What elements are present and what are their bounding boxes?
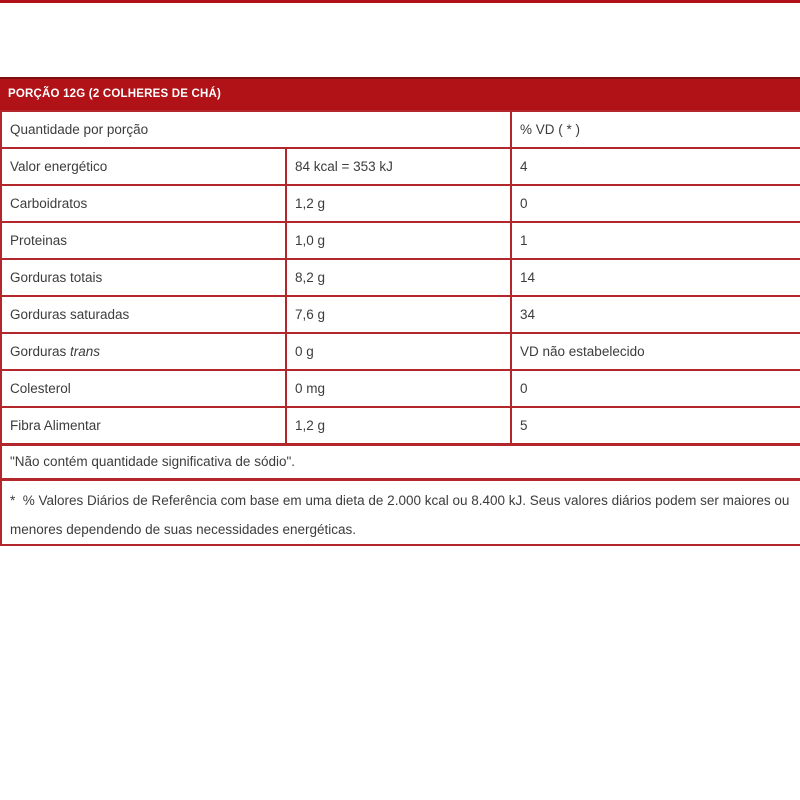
serving-size-label: PORÇÃO 12G (2 COLHERES DE CHÁ) (8, 88, 222, 100)
sodium-note: "Não contém quantidade significativa de sódio". (1, 444, 800, 479)
cell-nutrient: Gorduras totais (1, 259, 286, 296)
cell-amount: 7,6 g (286, 296, 511, 333)
cell-nutrient: Fibra Alimentar (1, 407, 286, 444)
nutrition-facts-table (0, 110, 800, 546)
serving-size-header-bar (0, 77, 800, 110)
cell-nutrient: Proteinas (1, 222, 286, 259)
table-row-saturated-fat (1, 296, 800, 333)
table-row-trans-fat (1, 333, 800, 370)
cell-amount: 0 mg (286, 370, 511, 407)
table-row-cholesterol (1, 370, 800, 407)
cell-daily-value: 34 (511, 296, 800, 333)
trans-fat-label-italic: trans (70, 344, 101, 359)
cell-amount: 0 g (286, 333, 511, 370)
sodium-note-row (1, 444, 800, 479)
cell-daily-value: 0 (511, 185, 800, 222)
cell-daily-value: 4 (511, 148, 800, 185)
trans-fat-label-prefix: Gorduras (10, 344, 71, 359)
cell-nutrient: Colesterol (1, 370, 286, 407)
cell-amount: 1,0 g (286, 222, 511, 259)
cell-daily-value: 5 (511, 407, 800, 444)
table-header-row (1, 111, 800, 148)
cell-daily-value: VD não estabelecido (511, 333, 800, 370)
table-row-carbs (1, 185, 800, 222)
table-row-fiber (1, 407, 800, 444)
cell-daily-value: 0 (511, 370, 800, 407)
cell-nutrient: Carboidratos (1, 185, 286, 222)
cell-amount: 1,2 g (286, 185, 511, 222)
cell-nutrient: Valor energético (1, 148, 286, 185)
cell-daily-value: 14 (511, 259, 800, 296)
daily-value-footnote: * % Valores Diários de Referência com base em uma dieta de 2.000 kcal ou 8.400 kJ. Seus valores diários podem ser maiores ou menores dependendo de suas necessidades energéticas. (1, 479, 800, 545)
table-row-energy (1, 148, 800, 185)
cell-amount: 1,2 g (286, 407, 511, 444)
cell-nutrient (1, 333, 286, 370)
table-row-protein (1, 222, 800, 259)
column-header-quantity: Quantidade por porção (1, 111, 511, 148)
column-header-daily-value: % VD ( * ) (511, 111, 800, 148)
cell-nutrient: Gorduras saturadas (1, 296, 286, 333)
cell-daily-value: 1 (511, 222, 800, 259)
cell-amount: 8,2 g (286, 259, 511, 296)
cell-amount: 84 kcal = 353 kJ (286, 148, 511, 185)
table-row-total-fat (1, 259, 800, 296)
daily-value-footnote-row (1, 479, 800, 545)
top-accent-line (0, 0, 800, 3)
